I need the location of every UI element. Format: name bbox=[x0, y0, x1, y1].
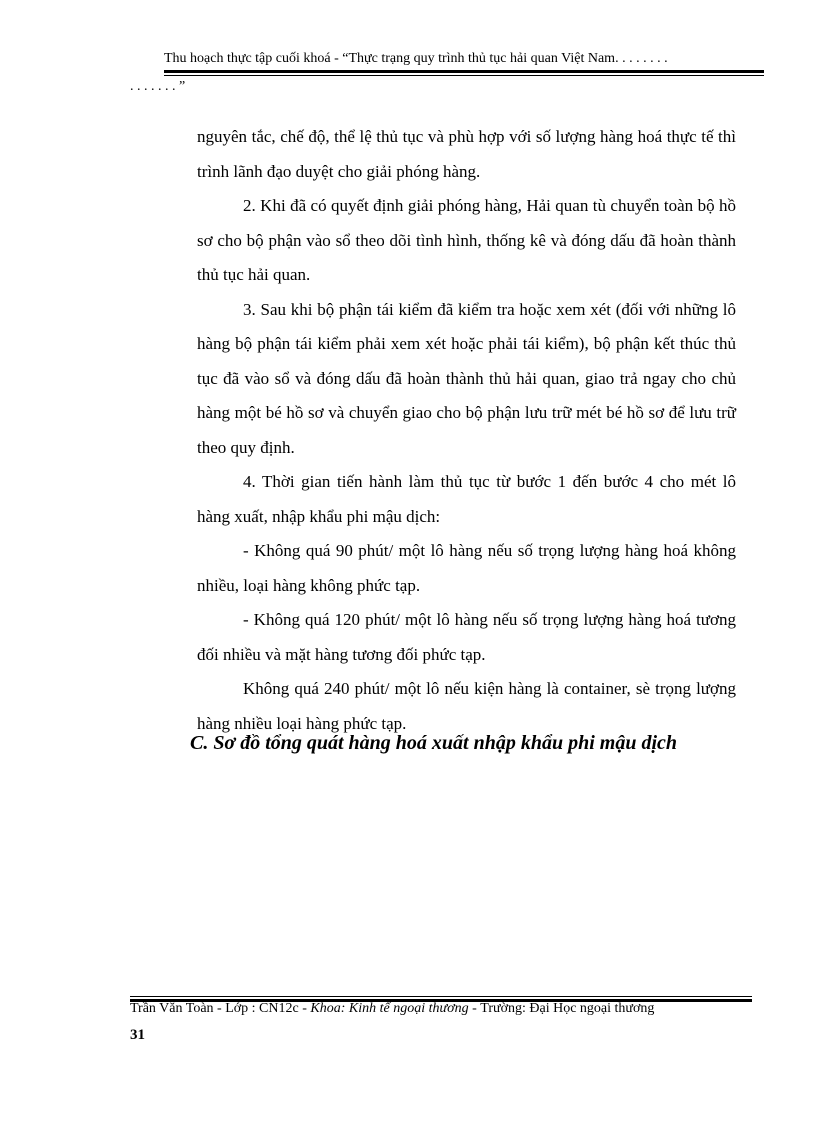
page-footer bbox=[130, 1000, 654, 1018]
page-header bbox=[130, 50, 738, 96]
paragraph-continuation: nguyên tắc, chế độ, thể lệ thủ tục và phù hợp với số lượng hàng hoá thực tế thì trình lãnh đạo duyệt cho giải phóng hàng. bbox=[197, 127, 736, 181]
footer-author: Trần Văn Toàn - Lớp : CN12c - bbox=[130, 1001, 311, 1016]
body-text bbox=[197, 120, 736, 741]
page-number: 31 bbox=[130, 1027, 145, 1043]
paragraph-step-4: 4. Thời gian tiến hành làm thủ tục từ bước 1 đến bước 4 cho mét lô hàng xuất, nhập khẩu phi mậu dịch: bbox=[197, 472, 736, 526]
header-title-continuation: . . . . . . . ” bbox=[130, 79, 186, 94]
header-rule bbox=[164, 70, 764, 76]
section-title: C. Sơ đồ tổng quát hàng hoá xuất nhập khẩu phi mậu dịch bbox=[190, 732, 678, 754]
paragraph-bullet-120: - Không quá 120 phút/ một lô hàng nếu số trọng lượng hàng hoá tương đối nhiều và mặt hàng tương đối phức tạp. bbox=[197, 610, 736, 664]
paragraph-240: Không quá 240 phút/ một lô nếu kiện hàng là container, sè trọng lượng hàng nhiều loại hàng phức tạp. bbox=[197, 679, 736, 733]
paragraph-bullet-90: - Không quá 90 phút/ một lô hàng nếu số trọng lượng hàng hoá không nhiều, loại hàng không phức tạp. bbox=[197, 541, 736, 595]
paragraph-step-2: 2. Khi đã có quyết định giải phóng hàng, Hải quan tù chuyển toàn bộ hồ sơ cho bộ phận vào sổ theo dõi tình hình, thống kê và đóng dấu đã hoàn thành thủ tục hải quan. bbox=[197, 196, 736, 284]
footer-school: Trường: Đại Học ngoại thương bbox=[480, 1001, 655, 1016]
paragraph-step-3: 3. Sau khi bộ phận tái kiểm đã kiểm tra hoặc xem xét (đối với những lô hàng bộ phận tái kiểm phải xem xét hoặc phải tái kiểm), bộ phận kết thúc thủ tục đã vào sổ và đóng dấu đã hoàn thành thủ hải quan, giao trả ngay cho chủ hàng một bé hồ sơ và chuyển giao cho bộ phận lưu trữ mét bé hồ sơ để lưu trữ theo quy định. bbox=[197, 299, 736, 457]
header-title: Thu hoạch thực tập cuối khoá - “Thực trạng quy trình thủ tục hải quan Việt Nam. . . . . . . . bbox=[164, 51, 668, 66]
footer-faculty: Khoa: Kinh tế ngoại thương - bbox=[310, 1001, 481, 1016]
